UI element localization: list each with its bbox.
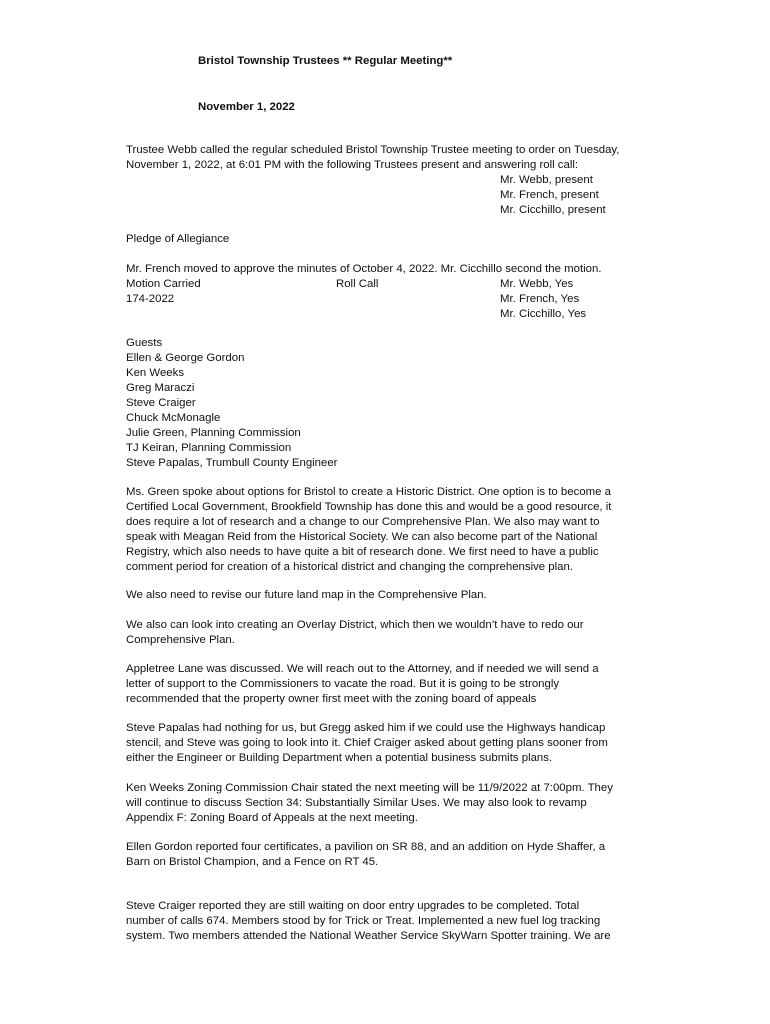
text-line: letter of support to the Commissioners to vacate the road. But it is going to be strongly [126,678,560,690]
text-line: does require a lot of research and a change to our Comprehensive Plan. We also may want to [126,516,600,528]
text-line: recommended that the property owner first meet with the zoning board of appeals [126,693,537,705]
text-line: Registry, which also needs to have quite a bit of research done. We first need to have a public [126,546,599,558]
overlay-district-paragraph [126,618,676,648]
text-line: Ken Weeks Zoning Commission Chair stated the next meeting will be 11/9/2022 at 7:00pm. They [126,782,613,794]
text-line: Ellen Gordon reported four certificates, a pavilion on SR 88, and an addition on Hyde Shaffer, a [126,841,606,853]
motion-status: Motion Carried [126,278,201,290]
text-line: Ms. Green spoke about options for Bristol to create a Historic District. One option is to become a [126,486,611,498]
motion-number: 174-2022 [126,293,175,305]
text-line: speak with Meagan Reid from the Historical Society. We can also become part of the National [126,531,598,543]
text-line: Pledge of Allegiance [126,233,230,245]
roll-call-entry: Mr. French, present [500,189,599,201]
document-title: Bristol Township Trustees ** Regular Meeting** [198,55,453,67]
text-line: system. Two members attended the National Weather Service SkyWarn Spotter training. We are [126,930,611,942]
text-line: Appletree Lane was discussed. We will reach out to the Attorney, and if needed we will send a [126,663,599,675]
roll-call-entry: Mr. Cicchillo, present [500,204,606,216]
text-line: Steve Craiger reported they are still waiting on door entry upgrades to be completed. Total [126,900,580,912]
roll-call-label: Roll Call [336,278,379,290]
zoning-inspector-paragraph [126,840,676,870]
guest-list [126,336,676,471]
meeting-date: November 1, 2022 [198,101,295,113]
guest-name: Julie Green, Planning Commission [126,427,301,439]
vote-list [500,277,586,322]
vote-entry: Mr. Webb, Yes [500,278,574,290]
guest-name: Steve Papalas, Trumbull County Engineer [126,457,338,469]
roll-call-list [500,173,606,218]
guest-name: Greg Maraczi [126,382,195,394]
text-line: Appendix F: Zoning Board of Appeals at the next meeting. [126,812,418,824]
roll-call-entry: Mr. Webb, present [500,174,593,186]
text-line: Steve Papalas had nothing for us, but Gregg asked him if we could use the Highways handicap [126,722,606,734]
pledge-line [126,232,676,247]
text-line: number of calls 674. Members stood by for Trick or Treat. Implemented a new fuel log tracking [126,915,601,927]
guest-name: TJ Keiran, Planning Commission [126,442,292,454]
vote-entry: Mr. Cicchillo, Yes [500,308,587,320]
guest-name: Steve Craiger [126,397,196,409]
text-line: Comprehensive Plan. [126,634,235,646]
fire-department-paragraph [126,899,676,944]
text-line: will continue to discuss Section 34: Substantially Similar Uses. We may also look to revamp [126,797,587,809]
text-line: We also need to revise our future land map in the Comprehensive Plan. [126,589,487,601]
guest-name: Chuck McMonagle [126,412,221,424]
text-line: November 1, 2022, at 6:01 PM with the following Trustees present and answering roll call: [126,159,579,171]
guest-name: Ken Weeks [126,367,185,379]
text-line: Certified Local Government, Brookfield Township has done this and would be a good resource, it [126,501,612,513]
zoning-commission-paragraph [126,781,676,826]
text-line: either the Engineer or Building Department when a potential business submits plans. [126,752,553,764]
text-line: We also can look into creating an Overlay District, which then we wouldn’t have to redo our [126,619,584,631]
engineer-paragraph [126,721,676,766]
land-map-paragraph [126,588,676,603]
text-line: stencil, and Steve was going to look into it. Chief Craiger asked about getting plans sooner from [126,737,608,749]
vote-entry: Mr. French, Yes [500,293,580,305]
opening-paragraph [126,143,676,173]
text-line: Trustee Webb called the regular scheduled Bristol Township Trustee meeting to order on Tuesday, [126,144,620,156]
text-line: Barn on Bristol Champion, and a Fence on RT 45. [126,856,379,868]
text-line: Mr. French moved to approve the minutes of October 4, 2022. Mr. Cicchillo second the motion. [126,263,602,275]
motion-paragraph [126,262,676,277]
guests-heading: Guests [126,337,163,349]
historic-district-paragraph [126,485,676,575]
text-line: comment period for creation of a historical district and changing the comprehensive plan. [126,561,574,573]
guest-name: Ellen & George Gordon [126,352,245,364]
appletree-lane-paragraph [126,662,676,707]
